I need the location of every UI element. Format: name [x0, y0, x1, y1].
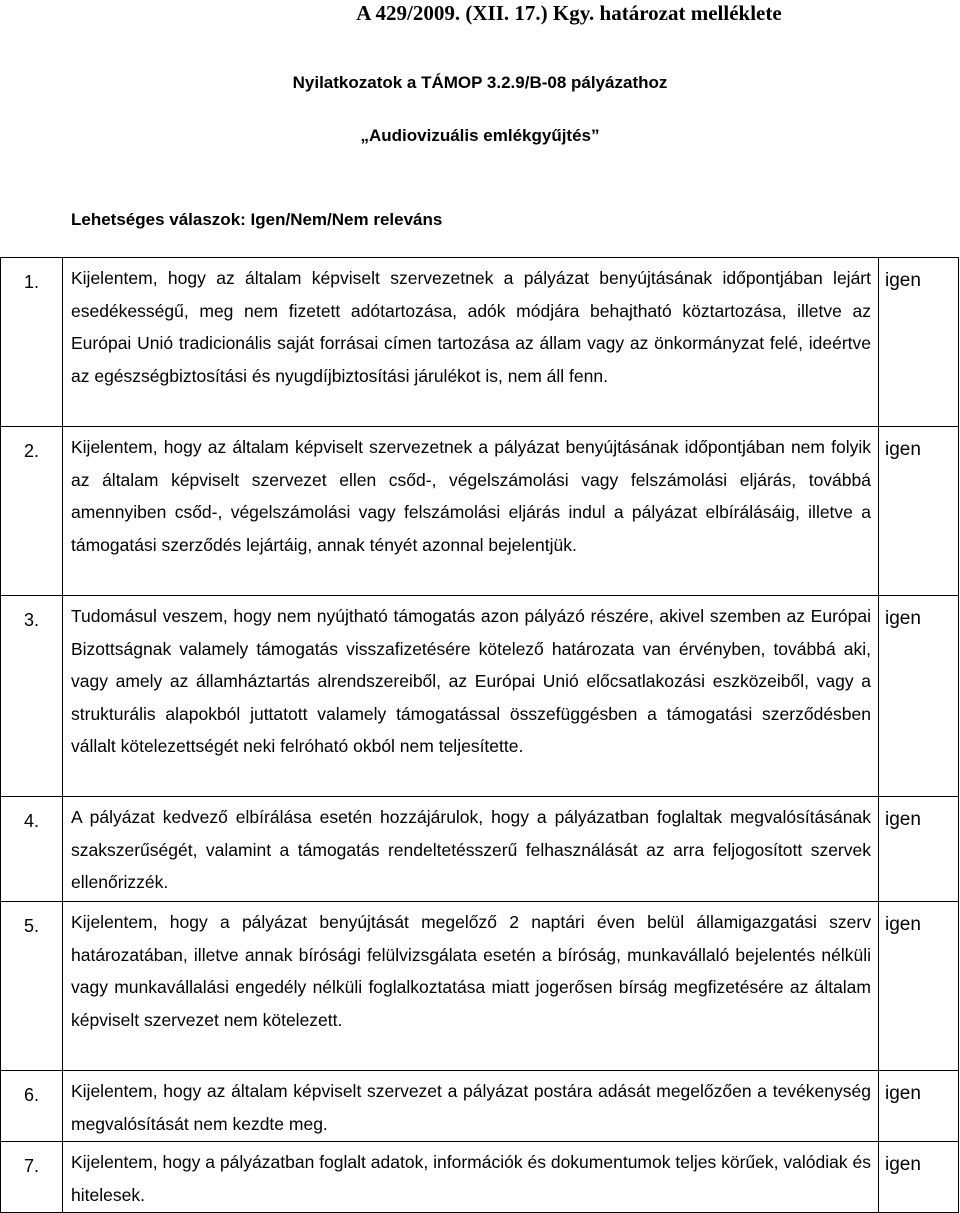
declaration-answer: igen	[879, 902, 959, 1071]
declaration-row	[1, 1142, 959, 1213]
declaration-number: 7.	[1, 1142, 63, 1213]
declaration-text: Kijelentem, hogy az általam képviselt szervezetnek a pályázat benyújtásának időpontjában lejárt esedékességű, meg nem fizetett adótartozása, adók módjára behajtható köztartozása, illetve az Európai Unió tradicionális saját forrásai címen tartozása az állam vagy az önkormányzat felé, ideértve az egészségbiztosítási és nyugdíjbiztosítási járulékot is, nem áll fenn.	[63, 258, 879, 427]
declaration-answer: igen	[879, 1071, 959, 1142]
declaration-text: Kijelentem, hogy a pályázatban foglalt adatok, információk és dokumentumok teljes körűek, valódiak és hitelesek.	[63, 1142, 879, 1213]
declaration-number: 6.	[1, 1071, 63, 1142]
annex-title: A 429/2009. (XII. 17.) Kgy. határozat melléklete	[356, 1, 782, 25]
declaration-row	[1, 258, 959, 427]
declaration-answer: igen	[879, 258, 959, 427]
declaration-answer: igen	[879, 797, 959, 902]
declaration-text: Tudomásul veszem, hogy nem nyújtható támogatás azon pályázó részére, akivel szemben az Európai Bizottságnak valamely támogatás visszafizetésére kötelező határozata van érvényben, továbbá aki, vagy amely az államháztartás alrendszereiből, az Európai Unió előcsatlakozási eszközeiből, vagy a strukturális alapokból juttatott valamely támogatással összefüggésben a támogatási szerződésben vállalt kötelezettségét neki felróható okból nem teljesítette.	[63, 596, 879, 797]
document-subtitle: Nyilatkozatok a TÁMOP 3.2.9/B-08 pályázathoz	[292, 73, 668, 92]
declaration-number: 3.	[1, 596, 63, 797]
declaration-row	[1, 596, 959, 797]
declarations-table	[0, 257, 959, 1213]
project-title: „Audiovizuális emlékgyűjtés”	[360, 126, 600, 145]
declaration-text: Kijelentem, hogy az általam képviselt szervezetnek a pályázat benyújtásának időpontjában nem folyik az általam képviselt szervezet ellen csőd-, végelszámolási vagy felszámolási eljárás, továbbá amennyiben csőd-, végelszámolási vagy felszámolási eljárás indul a pályázat elbírálásáig, illetve a támogatási szerződés lejártáig, annak tényét azonnal bejelentjük.	[63, 427, 879, 596]
possible-answers-note: Lehetséges válaszok: Igen/Nem/Nem releváns	[71, 210, 443, 229]
declaration-text: Kijelentem, hogy a pályázat benyújtását megelőző 2 naptári éven belül államigazgatási szerv határozatában, illetve annak bírósági felülvizsgálata esetén a bíróság, munkavállaló bejelentés nélküli vagy munkavállalási engedély nélküli foglalkoztatása miatt jogerősen bírság megfizetésére az általam képviselt szervezet nem kötelezett.	[63, 902, 879, 1071]
declaration-number: 5.	[1, 902, 63, 1071]
declaration-text: A pályázat kedvező elbírálása esetén hozzájárulok, hogy a pályázatban foglaltak megvalósításának szakszerűségét, valamint a támogatás rendeltetésszerű felhasználását az arra feljogosított szervek ellenőrizzék.	[63, 797, 879, 902]
declaration-row	[1, 902, 959, 1071]
declaration-number: 2.	[1, 427, 63, 596]
declaration-number: 1.	[1, 258, 63, 427]
declaration-row	[1, 427, 959, 596]
declaration-answer: igen	[879, 1142, 959, 1213]
declaration-number: 4.	[1, 797, 63, 902]
declaration-answer: igen	[879, 596, 959, 797]
declaration-text: Kijelentem, hogy az általam képviselt szervezet a pályázat postára adását megelőzően a tevékenység megvalósítását nem kezdte meg.	[63, 1071, 879, 1142]
declaration-row	[1, 1071, 959, 1142]
declaration-row	[1, 797, 959, 902]
declaration-answer: igen	[879, 427, 959, 596]
